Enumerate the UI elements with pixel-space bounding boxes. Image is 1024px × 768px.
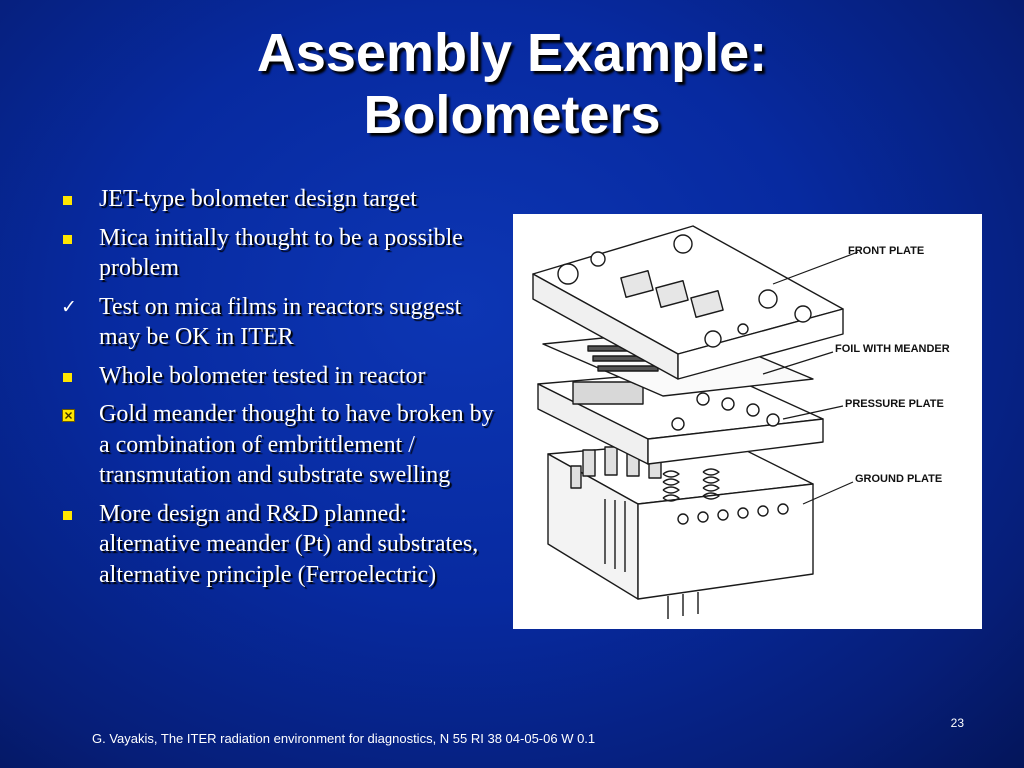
label-front-plate: FRONT PLATE bbox=[848, 245, 925, 257]
square-bullet-icon bbox=[63, 511, 72, 520]
bolometer-drawing bbox=[513, 214, 982, 629]
bullet-text: Test on mica films in reactors suggest may be OK in ITER bbox=[99, 293, 462, 350]
label-ground-plate: GROUND PLATE bbox=[855, 473, 943, 485]
bullet-text: Whole bolometer tested in reactor bbox=[99, 362, 426, 389]
boxed-x-icon bbox=[62, 409, 75, 422]
title-line-1: Assembly Example: bbox=[256, 23, 768, 83]
square-bullet-icon bbox=[63, 196, 72, 205]
bullet-text: More design and R&D planned: alternative meander (Pt) and substrates, alternative principle (Ferroelectric) bbox=[99, 500, 479, 588]
bullet-item bbox=[58, 499, 503, 591]
bullet-item bbox=[58, 223, 503, 284]
ground-plate-drawing bbox=[548, 439, 813, 619]
bullet-text: JET-type bolometer design target bbox=[99, 186, 417, 212]
figure-labels bbox=[835, 245, 950, 485]
bullet-text: Gold meander thought to have broken by a combination of embrittlement / transmutation and substrate swelling bbox=[99, 401, 494, 488]
bullet-item bbox=[58, 399, 503, 491]
checkmark-icon: ✓ bbox=[61, 296, 77, 318]
bullet-text: Mica initially thought to be a possible problem bbox=[99, 224, 463, 281]
square-bullet-icon bbox=[63, 373, 72, 382]
label-foil: FOIL WITH MEANDER bbox=[835, 343, 950, 355]
bullet-item bbox=[58, 184, 503, 215]
title-line-2: Bolometers bbox=[363, 85, 661, 145]
bullet-item bbox=[58, 292, 503, 353]
label-pressure-plate: PRESSURE PLATE bbox=[845, 398, 944, 410]
page-number: 23 bbox=[950, 716, 964, 730]
bolometer-exploded-diagram bbox=[513, 214, 982, 629]
bullet-item bbox=[58, 361, 503, 392]
bullet-list bbox=[58, 184, 503, 598]
slide-title bbox=[0, 22, 1024, 146]
square-bullet-icon bbox=[63, 235, 72, 244]
footer-citation: G. Vayakis, The ITER radiation environment for diagnostics, N 55 RI 38 04-05-06 W 0.1 bbox=[92, 731, 596, 746]
